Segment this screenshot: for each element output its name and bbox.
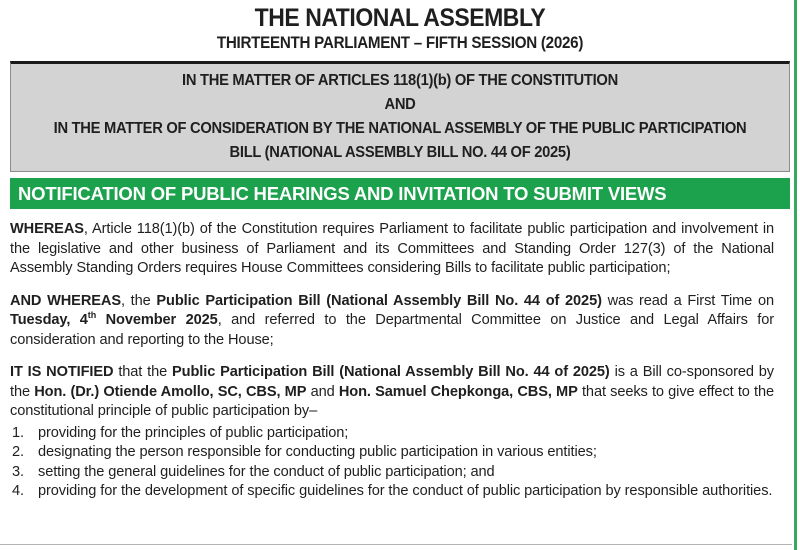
list-item-number: 3.	[12, 463, 24, 480]
list-item-text: providing for the principles of public participation;	[38, 424, 349, 441]
paragraph-and-whereas: AND WHEREAS, the Public Participation Bill (National Assembly Bill No. 44 of 2025) was read a First Time on Tuesday, 4th November 2025, and referred to the Departmental Committee on Justice and Legal Affairs for consideration and reporting to the House;	[10, 292, 774, 348]
list-item-text: providing for the development of specific guidelines for the conduct of public participation by responsible authorities.	[38, 483, 773, 499]
matter-box	[10, 61, 790, 172]
page-subtitle: THIRTEENTH PARLIAMENT – FIFTH SESSION (2026)	[216, 34, 584, 52]
list-item	[10, 424, 774, 444]
matter-line-articles: IN THE MATTER OF ARTICLES 118(1)(b) OF THE CONSTITUTION	[182, 72, 618, 89]
page-title: THE NATIONAL ASSEMBLY	[254, 4, 546, 32]
list-item-number: 1.	[12, 424, 24, 441]
bill-objectives-list	[10, 424, 774, 502]
matter-line-and: AND	[384, 96, 416, 113]
list-item	[10, 463, 774, 483]
list-item-text: designating the person responsible for conducting public participation in various entities;	[38, 444, 597, 460]
notice-body	[10, 220, 774, 502]
matter-line-consideration: IN THE MATTER OF CONSIDERATION BY THE NATIONAL ASSEMBLY OF THE PUBLIC PARTICIPATION BILL (NATIONAL ASSEMBLY BILL NO. 44 OF 2025)	[53, 120, 747, 161]
list-item-number: 2.	[12, 444, 24, 460]
bottom-divider	[0, 544, 792, 545]
list-item	[10, 443, 774, 463]
list-item-number: 4.	[12, 483, 24, 499]
list-item	[10, 482, 774, 502]
notification-banner: NOTIFICATION OF PUBLIC HEARINGS AND INVITATION TO SUBMIT VIEWS	[10, 178, 790, 209]
list-item-text: setting the general guidelines for the conduct of public participation; and	[38, 463, 495, 480]
page-right-edge-line	[794, 0, 797, 550]
paragraph-it-is-notified: IT IS NOTIFIED that the Public Participation Bill (National Assembly Bill No. 44 of 2025) is a Bill co-sponsored by the Hon. (Dr.) Otiende Amollo, SC, CBS, MP and Hon. Samuel Chepkonga, CBS, MP that seeks to give effect to the constitutional principle of public participation by–	[10, 364, 774, 419]
paragraph-whereas: WHEREAS, Article 118(1)(b) of the Constitution requires Parliament to facilitate public participation and involvement in the legislative and other business of Parliament and its Committees and Standing Order 127(3) of the National Assembly Standing Orders requires House Committees considering Bills to facilitate public participation;	[10, 221, 774, 276]
